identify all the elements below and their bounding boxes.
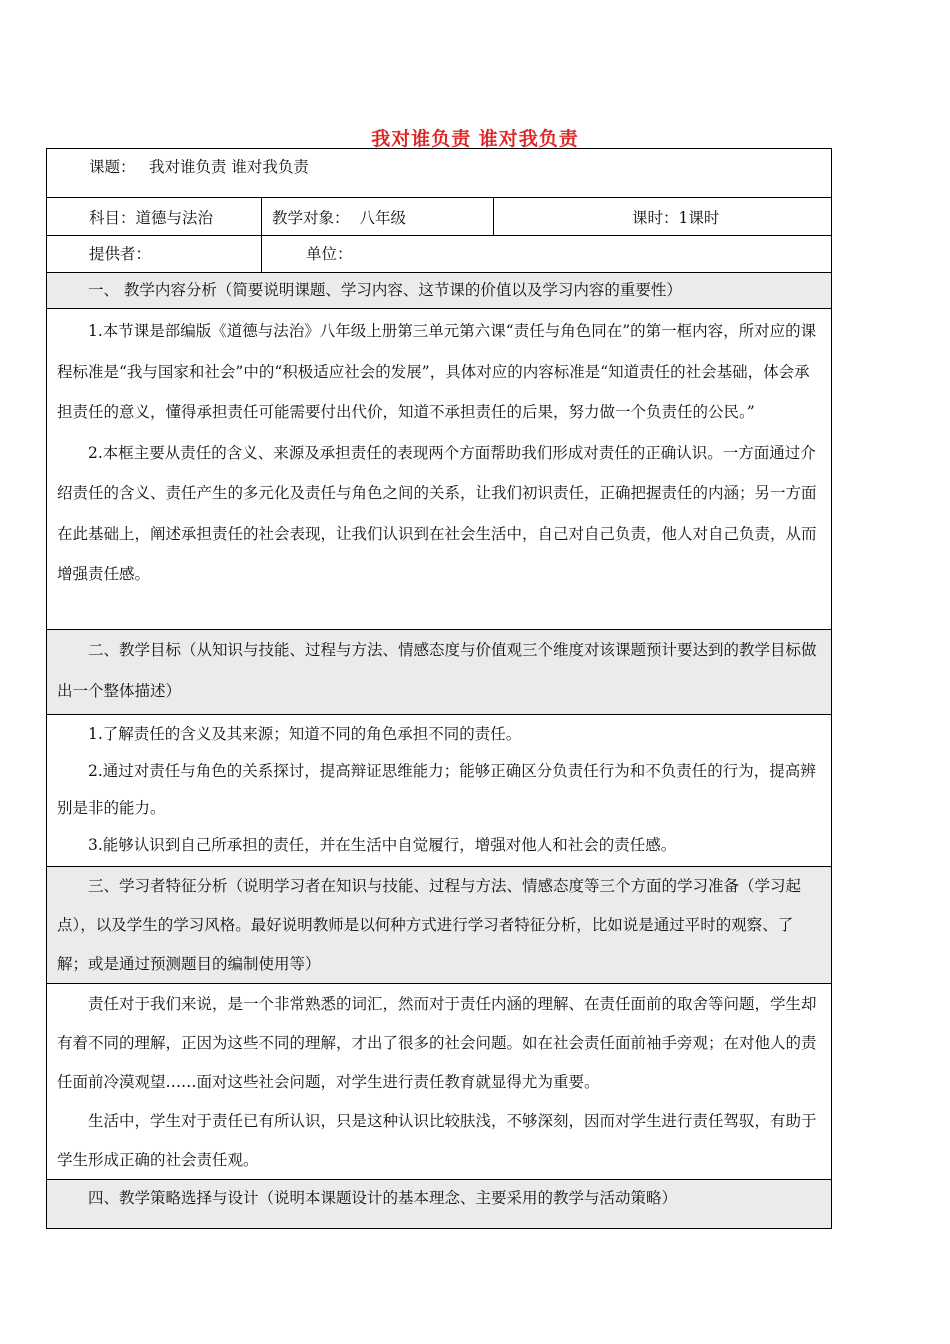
topic-label: 课题： xyxy=(89,158,136,176)
section2-heading: 二、教学目标（从知识与技能、过程与方法、情感态度与价值观三个维度对该课题预计要达到的教学目标做出一个整体描述） xyxy=(57,641,817,700)
unit-label: 单位： xyxy=(306,245,353,263)
hours-text: 课时：1课时 xyxy=(632,209,720,227)
section2-paragraph-2: 2.通过对责任与角色的关系探讨，提高辩证思维能力；能够正确区分负责任行为和不负责任的行为，提高辨别是非的能力。 xyxy=(57,762,816,817)
topic-row xyxy=(47,149,831,198)
audience-value: 八年级 xyxy=(359,209,407,227)
section3-paragraph-2: 生活中，学生对于责任已有所认识，只是这种认识比较肤浅，不够深刻，因而对学生进行责任驾驭，有助于学生形成正确的社会责任观。 xyxy=(57,1112,817,1169)
section4-heading-row xyxy=(47,1180,831,1228)
section2-paragraph-1: 1.了解责任的含义及其来源；知道不同的角色承担不同的责任。 xyxy=(88,725,522,743)
section3-body xyxy=(47,984,831,1180)
audience-cell xyxy=(261,198,493,235)
document-title: 我对谁负责 谁对我负责 xyxy=(371,128,579,150)
section1-heading-row xyxy=(47,273,831,309)
section3-paragraph-1: 责任对于我们来说，是一个非常熟悉的词汇，然而对于责任内涵的理解、在责任面前的取舍等问题，学生却有着不同的理解，正因为这些不同的理解，才出了很多的社会问题。如在社会责任面前袖手旁观；在对他人的责任面前冷漠观望……面对这些社会问题，对学生进行责任教育就显得尤为重要。 xyxy=(57,995,817,1091)
info-row xyxy=(47,198,831,236)
section1-body xyxy=(47,309,831,630)
section4-heading: 四、教学策略选择与设计（说明本课题设计的基本理念、主要采用的教学与活动策略） xyxy=(88,1189,678,1207)
provider-row xyxy=(47,236,831,273)
topic-value: 我对谁负责 谁对我负责 xyxy=(149,158,309,176)
section2-heading-row xyxy=(47,630,831,715)
section2-body xyxy=(47,715,831,867)
section3-heading-row xyxy=(47,867,831,984)
unit-cell xyxy=(261,236,831,272)
subject-text: 科目：道德与法治 xyxy=(89,209,214,227)
hours-cell xyxy=(493,198,831,235)
section3-heading: 三、学习者特征分析（说明学习者在知识与技能、过程与方法、情感态度等三个方面的学习准备（学习起点），以及学生的学习风格。最好说明教师是以何种方式进行学习者特征分析，比如说是通过平时的观察、了解；或是通过预测题目的编制使用等） xyxy=(57,877,802,973)
section2-paragraph-3: 3.能够认识到自己所承担的责任，并在生活中自觉履行，增强对他人和社会的责任感。 xyxy=(88,836,677,854)
provider-label: 提供者： xyxy=(89,245,152,263)
section1-heading: 一、 教学内容分析（简要说明课题、学习内容、这节课的价值以及学习内容的重要性） xyxy=(88,281,682,299)
lesson-plan-table xyxy=(46,148,832,1229)
section1-paragraph-2: 2.本框主要从责任的含义、来源及承担责任的表现两个方面帮助我们形成对责任的正确认识。一方面通过介绍责任的含义、责任产生的多元化及责任与角色之间的关系，让我们初识责任，正确把握责任的内涵；另一方面在此基础上，阐述承担责任的社会表现，让我们认识到在社会生活中，自己对自己负责，他人对自己负责，从而增强责任感。 xyxy=(57,443,817,583)
audience-label: 教学对象： xyxy=(272,209,350,227)
section1-paragraph-1: 1.本节课是部编版《道德与法治》八年级上册第三单元第六课“责任与角色同在”的第一框内容，所对应的课程标准是“我与国家和社会”中的“积极适应社会的发展”，具体对应的内容标准是“知道责任的社会基础，体会承担责任的意义，懂得承担责任可能需要付出代价，知道不承担责任的后果，努力做一个负责任的公民。” xyxy=(57,322,817,421)
